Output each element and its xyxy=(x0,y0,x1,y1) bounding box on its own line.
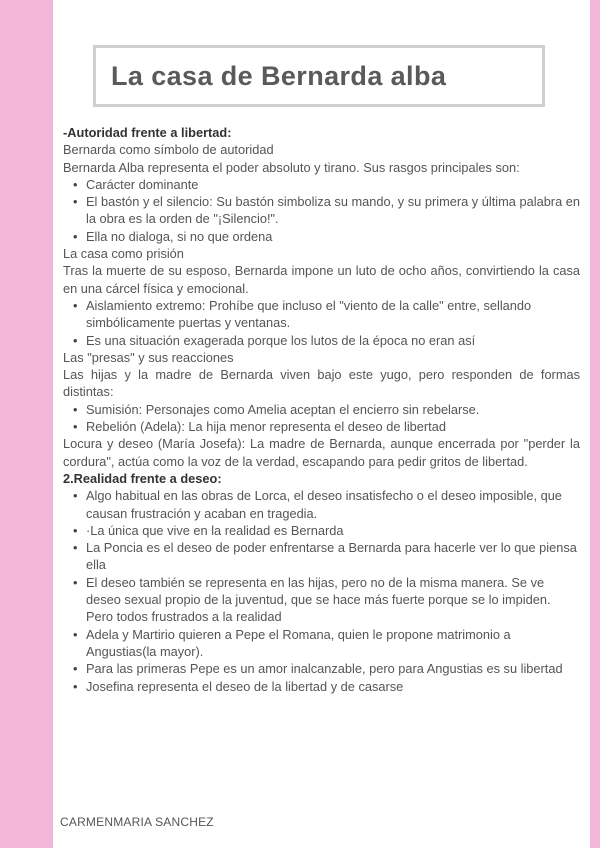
list-item: • Josefina representa el deseo de la libertad y de casarse xyxy=(86,678,580,695)
paragraph-luto: Tras la muerte de su esposo, Bernarda impone un luto de ocho años, convirtiendo la casa en una cárcel física y emocional. xyxy=(63,263,580,296)
document-page xyxy=(53,0,590,848)
list-item: • La Poncia es el deseo de poder enfrentarse a Bernarda para hacerle ver lo que piensa ella xyxy=(86,539,580,574)
list-item: • El bastón y el silencio: Su bastón simboliza su mando, y su primera y última palabra en la obra es la orden de "¡Silencio!". xyxy=(86,193,580,228)
subheading-prision: La casa como prisión xyxy=(63,246,184,262)
subheading-autoridad: Bernarda como símbolo de autoridad xyxy=(63,142,274,158)
list-item: • Ella no dialoga, si no que ordena xyxy=(86,228,580,245)
list-item: • Carácter dominante xyxy=(86,176,580,193)
paragraph-hijas: Las hijas y la madre de Bernarda viven bajo este yugo, pero responden de formas distintas: xyxy=(63,367,580,400)
document-title: La casa de Bernarda alba xyxy=(111,60,447,91)
document-body xyxy=(63,124,580,695)
bullet-list-rasgos xyxy=(63,176,580,245)
list-item: • El deseo también se representa en las hijas, pero no de la misma manera. Se ve deseo sexual propio de la juventud, que se hace más fuerte porque se lo impiden. Pero todos frustrados a la realidad xyxy=(86,574,580,626)
paragraph-maria-josefa: Locura y deseo (María Josefa): La madre de Bernarda, aunque encerrada por "perder la cordura", actúa como la voz de la verdad, escapando para pedir gritos de libertad. xyxy=(63,436,580,469)
list-item: • ·La única que vive en la realidad es Bernarda xyxy=(86,522,580,539)
title-box xyxy=(93,45,545,107)
list-item: • Aislamiento extremo: Prohíbe que incluso el "viento de la calle" entre, sellando simbólicamente puertas y ventanas. xyxy=(86,297,580,332)
list-item: • Rebelión (Adela): La hija menor representa el deseo de libertad xyxy=(86,418,580,435)
list-item: • Es una situación exagerada porque los lutos de la época no eran así xyxy=(86,332,580,349)
bullet-list-deseo xyxy=(63,487,580,695)
paragraph-intro-bernarda: Bernarda Alba representa el poder absoluto y tirano. Sus rasgos principales son: xyxy=(63,159,520,175)
list-item: • Algo habitual en las obras de Lorca, el deseo insatisfecho o el deseo imposible, que causan frustración y acaban en tragedia. xyxy=(86,487,580,522)
list-item: • Sumisión: Personajes como Amelia aceptan el encierro sin rebelarse. xyxy=(86,401,580,418)
section-heading-deseo: 2.Realidad frente a deseo: xyxy=(63,470,222,486)
section-heading-autoridad: -Autoridad frente a libertad: xyxy=(63,125,232,140)
subheading-presas: Las "presas" y sus reacciones xyxy=(63,349,234,365)
list-item: • Para las primeras Pepe es un amor inalcanzable, pero para Angustias es su libertad xyxy=(86,660,580,677)
list-item: • Adela y Martirio quieren a Pepe el Romana, quien le propone matrimonio a Angustias(la mayor). xyxy=(86,626,580,661)
author-footer: CARMENMARIA SANCHEZ xyxy=(60,815,214,829)
bullet-list-prision xyxy=(63,297,580,349)
bullet-list-reacciones xyxy=(63,401,580,436)
